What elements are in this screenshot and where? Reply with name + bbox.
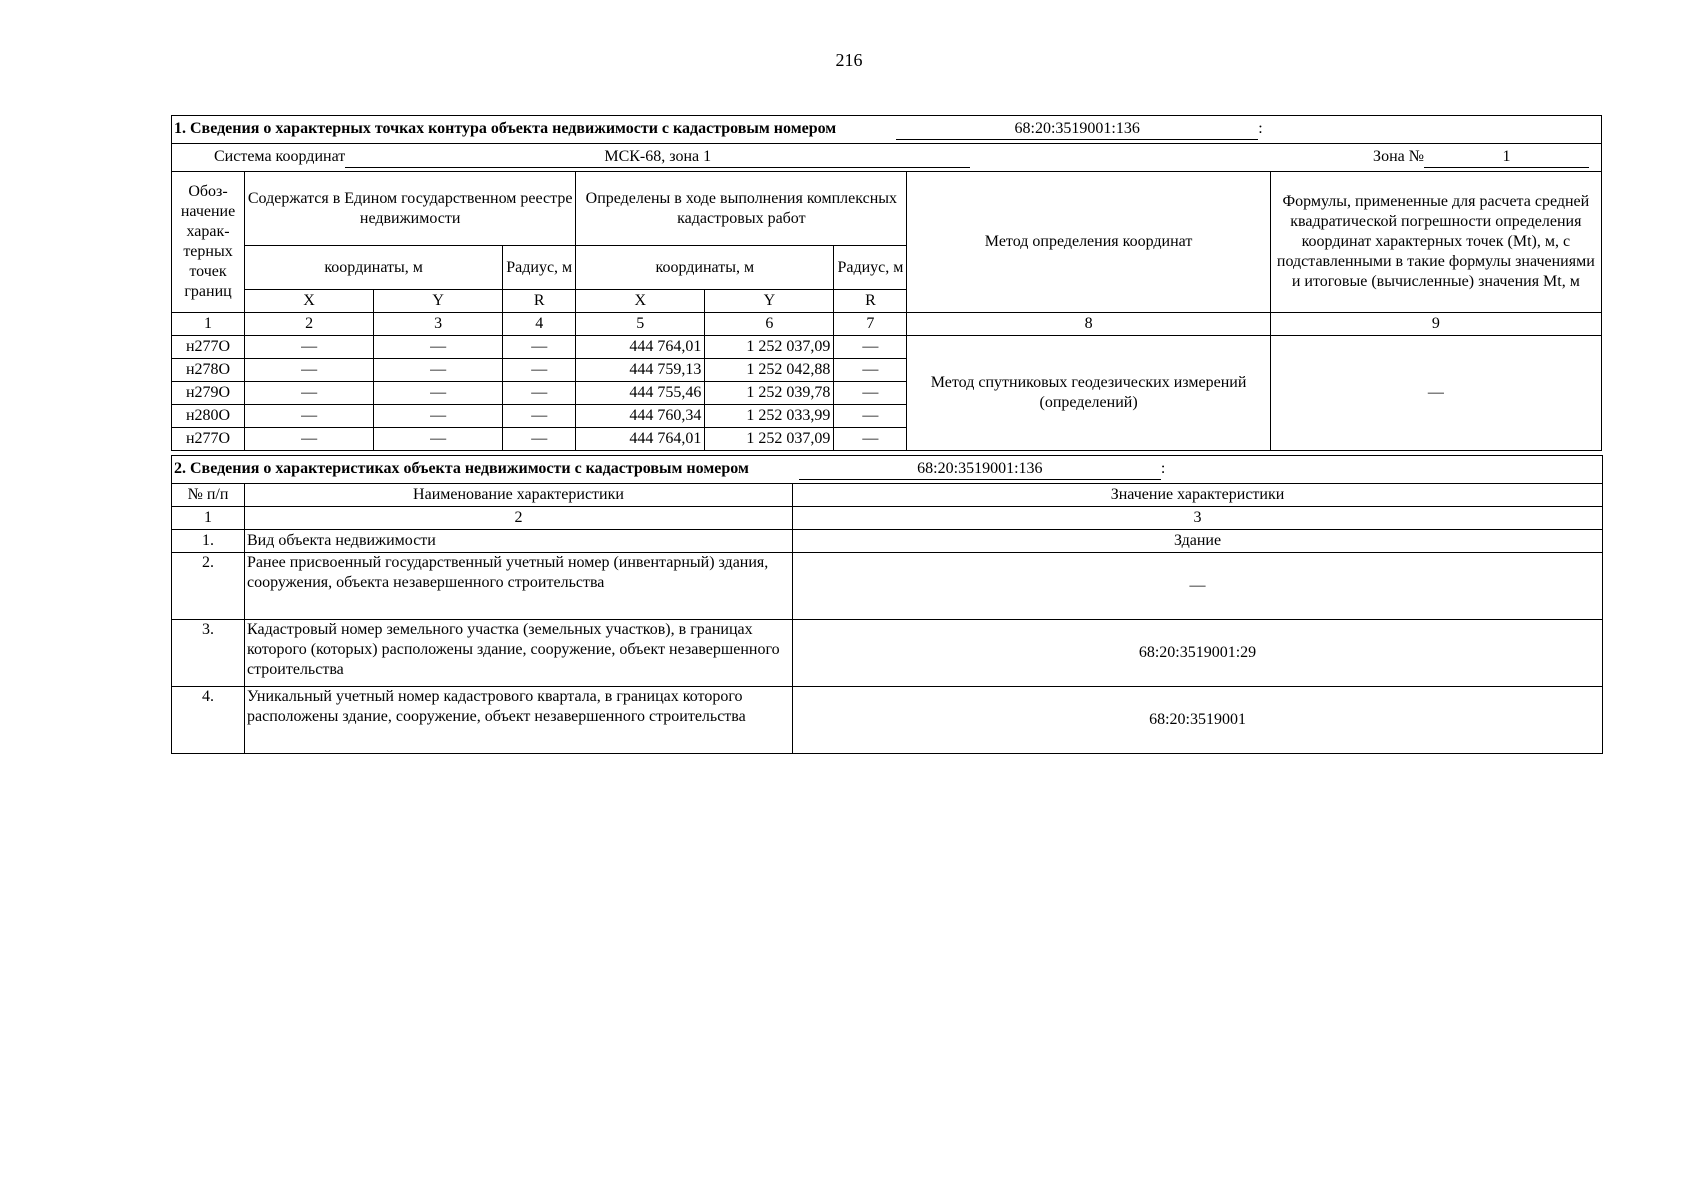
kkr-r: — — [834, 359, 907, 382]
designation-header: Обоз- начение харак- терных точек границ — [172, 172, 245, 313]
kkr-r: — — [834, 336, 907, 359]
egrn-r: — — [503, 428, 576, 451]
coord-system-label: Система координат — [214, 148, 346, 165]
zone-label: Зона № — [1373, 148, 1424, 165]
kkr-y: 1 252 037,09 — [705, 428, 834, 451]
kkr-y: 1 252 037,09 — [705, 336, 834, 359]
characteristics-table — [171, 455, 1603, 754]
name-header: Наименование характеристики — [245, 484, 793, 507]
egrn-y: — — [374, 359, 503, 382]
characteristic-row — [172, 553, 1603, 620]
section2-title: 2. Сведения о характеристиках объекта недвижимости с кадастровым номером — [174, 460, 749, 477]
characteristic-number: 4. — [172, 687, 245, 754]
point-name: н277О — [172, 336, 245, 359]
kkr-x: 444 764,01 — [576, 336, 705, 359]
col-number: 7 — [834, 313, 907, 336]
characteristic-value: 68:20:3519001 — [793, 687, 1603, 754]
section2-header-row — [172, 484, 1603, 507]
kkr-coords-header: координаты, м — [576, 246, 834, 290]
method-value: Метод спутниковых геодезических измерений (определений) — [907, 336, 1270, 451]
kkr-r: — — [834, 382, 907, 405]
characteristic-row — [172, 530, 1603, 553]
kkr-x: 444 755,46 — [576, 382, 705, 405]
kkr-y: 1 252 042,88 — [705, 359, 834, 382]
col-number: 4 — [503, 313, 576, 336]
col-number: 1 — [172, 507, 245, 530]
kkr-header: Определены в ходе выполнения комплексных кадастровых работ — [576, 172, 907, 246]
characteristic-name: Ранее присвоенный государственный учетный номер (инвентарный) здания, сооружения, объекта незавершенного строительства — [245, 553, 793, 620]
value-header: Значение характеристики — [793, 484, 1603, 507]
egrn-r-header: R — [503, 290, 576, 313]
section2-title-row — [172, 456, 1603, 484]
egrn-y: — — [374, 428, 503, 451]
formulas-header: Формулы, примененные для расчета средней квадратической погрешности определения координат характерных точек (Mt), м, с подставленными в такие формулы значениями и итоговые (вычисленные) значения Mt, м — [1270, 172, 1601, 313]
point-row — [172, 336, 1602, 359]
col-number: 2 — [245, 313, 374, 336]
characteristic-value: Здание — [793, 530, 1603, 553]
col-number: 2 — [245, 507, 793, 530]
egrn-x: — — [245, 359, 374, 382]
point-name: н280О — [172, 405, 245, 428]
kkr-x-header: X — [576, 290, 705, 313]
col-number: 3 — [374, 313, 503, 336]
page-number: 216 — [835, 50, 863, 70]
section1-title: 1. Сведения о характерных точках контура объекта недвижимости с кадастровым номером — [174, 120, 837, 137]
section1-title-row — [172, 116, 1602, 144]
kkr-r: — — [834, 428, 907, 451]
kkr-radius-header: Радиус, м — [834, 246, 907, 290]
kkr-x: 444 759,13 — [576, 359, 705, 382]
egrn-r: — — [503, 359, 576, 382]
point-name: н279О — [172, 382, 245, 405]
characteristic-row — [172, 620, 1603, 687]
point-name: н278О — [172, 359, 245, 382]
egrn-y: — — [374, 382, 503, 405]
coord-system-value: МСК-68, зона 1 — [345, 147, 970, 168]
egrn-radius-header: Радиус, м — [503, 246, 576, 290]
egrn-x: — — [245, 428, 374, 451]
egrn-header: Содержатся в Едином государственном реестре недвижимости — [245, 172, 576, 246]
egrn-x: — — [245, 405, 374, 428]
characteristic-row — [172, 687, 1603, 754]
col-number: 6 — [705, 313, 834, 336]
col-number: 1 — [172, 313, 245, 336]
characteristic-name: Кадастровый номер земельного участка (земельных участков), в границах которого (которых) расположены здание, сооружение, объект незавершенного строительства — [245, 620, 793, 687]
kkr-y: 1 252 039,78 — [705, 382, 834, 405]
col-number: 3 — [793, 507, 1603, 530]
section2-column-numbers-row — [172, 507, 1603, 530]
formula-value: — — [1270, 336, 1601, 451]
num-header: № п/п — [172, 484, 245, 507]
section1-cadastral-number: 68:20:3519001:136 — [896, 119, 1258, 140]
kkr-x: 444 760,34 — [576, 405, 705, 428]
characteristic-name: Уникальный учетный номер кадастрового квартала, в границах которого расположены здание, сооружение, объект незавершенного строительства — [245, 687, 793, 754]
kkr-r: — — [834, 405, 907, 428]
egrn-y: — — [374, 336, 503, 359]
column-numbers-row — [172, 313, 1602, 336]
zone-value: 1 — [1424, 147, 1589, 168]
section2-colon: : — [1160, 460, 1166, 477]
egrn-r: — — [503, 336, 576, 359]
characteristic-number: 1. — [172, 530, 245, 553]
egrn-coords-header: координаты, м — [245, 246, 503, 290]
characteristic-value: 68:20:3519001:29 — [793, 620, 1603, 687]
section1-colon: : — [1258, 120, 1263, 137]
egrn-y: — — [374, 405, 503, 428]
characteristic-number: 3. — [172, 620, 245, 687]
characteristic-value: — — [793, 553, 1603, 620]
kkr-y-header: Y — [705, 290, 834, 313]
col-number: 8 — [907, 313, 1270, 336]
kkr-r-header: R — [834, 290, 907, 313]
point-name: н277О — [172, 428, 245, 451]
points-table — [171, 115, 1602, 451]
col-number: 5 — [576, 313, 705, 336]
characteristic-number: 2. — [172, 553, 245, 620]
egrn-r: — — [503, 405, 576, 428]
kkr-x: 444 764,01 — [576, 428, 705, 451]
characteristic-name: Вид объекта недвижимости — [245, 530, 793, 553]
kkr-y: 1 252 033,99 — [705, 405, 834, 428]
method-header: Метод определения координат — [907, 172, 1270, 313]
coord-system-row — [172, 144, 1602, 172]
egrn-x: — — [245, 382, 374, 405]
egrn-y-header: Y — [374, 290, 503, 313]
section2-cadastral-number: 68:20:3519001:136 — [799, 459, 1161, 480]
egrn-x: — — [245, 336, 374, 359]
egrn-r: — — [503, 382, 576, 405]
col-number: 9 — [1270, 313, 1601, 336]
egrn-x-header: X — [245, 290, 374, 313]
